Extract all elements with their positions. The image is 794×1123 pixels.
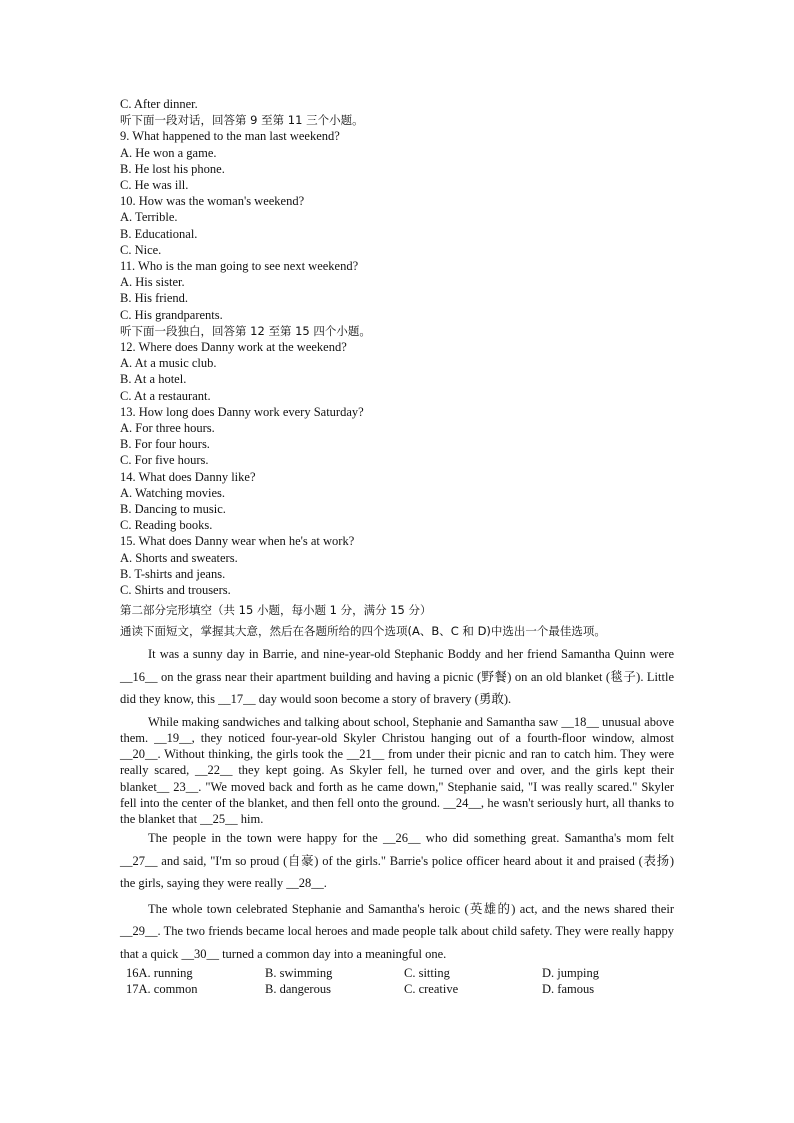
passage-paragraph: It was a sunny day in Barrie, and nine-year-old Stephanic Boddy and her friend Samantha Quinn were __16__ on the grass near their apartment building and having a picnic (野餐) on an old blanket (毯子). Little did they know, this __17__ day would soon become a story of bravery (勇敢). [120, 647, 674, 707]
option-d: D. famous [542, 982, 595, 997]
option-line: A. For three hours. [120, 421, 215, 436]
option-line: C. Reading books. [120, 518, 213, 533]
option-line: B. T-shirts and jeans. [120, 566, 226, 581]
option-line: A. Shorts and sweaters. [120, 550, 238, 565]
option-a: 16A. running [126, 966, 193, 981]
option-line: B. At a hotel. [120, 372, 187, 387]
listening-section [120, 96, 674, 598]
options-row-16 [120, 965, 674, 981]
option-line: A. Terrible. [120, 210, 178, 225]
option-line: A. Watching movies. [120, 485, 225, 500]
option-line: B. He lost his phone. [120, 161, 225, 176]
question-13: 13. How long does Danny work every Saturday? [120, 404, 364, 419]
option-c: C. sitting [404, 966, 450, 981]
option-c: C. creative [404, 982, 459, 997]
question-12: 12. Where does Danny work at the weekend? [120, 340, 347, 355]
question-11: 11. Who is the man going to see next weekend? [120, 259, 359, 274]
option-b: B. dangerous [265, 982, 331, 997]
option-line: B. Educational. [120, 226, 198, 241]
option-line: A. He won a game. [120, 145, 217, 160]
option-line: A. His sister. [120, 275, 185, 290]
option-line: C. At a restaurant. [120, 388, 211, 403]
option-line: B. His friend. [120, 291, 189, 306]
option-line: C. His grandparents. [120, 307, 223, 322]
text-line: C. After dinner. [120, 97, 198, 111]
listening-instruction: 听下面一段对话，回答第 9 至第 11 三个小题。 [120, 113, 364, 128]
listening-instruction: 听下面一段独白，回答第 12 至第 15 四个小题。 [120, 323, 371, 338]
option-a: 17A. common [126, 982, 198, 997]
question-10: 10. How was the woman's weekend? [120, 194, 305, 209]
option-line: C. For five hours. [120, 453, 209, 468]
passage-paragraph: While making sandwiches and talking about school, Stephanie and Samantha saw __18__ unusual above them. __19__, they noticed four-year-old Skyler Christou hanging out of a fourth-floor window, almost __20__. Without thinking, the girls took the __21__ from under their picnic and ran to catch him. They were really scared, __22__ they kept going. As Skyler fell, he turned over and over, and the girls kept their blanket__ 23__. "We moved back and forth as he came down," Stephanie said, "I was really scared." Skyler fell into the center of the blanket, and then fell onto the ground. __24__, he wasn't seriously hurt, all thanks to the blanket that __25__ him. [120, 714, 674, 827]
question-14: 14. What does Danny like? [120, 469, 256, 484]
question-9: 9. What happened to the man last weekend? [120, 129, 340, 144]
option-line: A. At a music club. [120, 356, 217, 371]
option-b: B. swimming [265, 966, 333, 981]
cloze-section [120, 601, 674, 997]
option-line: B. Dancing to music. [120, 502, 226, 517]
question-15: 15. What does Danny wear when he's at work? [120, 534, 355, 549]
passage-paragraph: The people in the town were happy for the __26__ who did something great. Samantha's mom felt __27__ and said, "I'm so proud (自豪) of the girls." Barrie's police officer heard about it and praised (表扬) the girls, saying they were really __28__. [120, 831, 674, 891]
section-instruction: 通读下面短文，掌握其大意，然后在各题所给的四个选项(A、B、C 和 D)中选出一个最佳选项。 [120, 624, 606, 639]
option-line: C. He was ill. [120, 178, 189, 193]
page-content [120, 96, 674, 998]
options-row-17 [120, 981, 674, 997]
section-title: 第二部分完形填空（共 15 小题，每小题 1 分，满分 15 分） [120, 603, 432, 618]
option-line: C. Shirts and trousers. [120, 583, 231, 598]
option-d: D. jumping [542, 966, 599, 981]
passage-paragraph: The whole town celebrated Stephanie and Samantha's heroic (英雄的) act, and the news shared their __29__. The two friends became local heroes and made people talk about child safety. They were really happy that a quick __30__ turned a common day into a meaningful one. [120, 901, 674, 961]
option-line: C. Nice. [120, 242, 162, 257]
option-line: B. For four hours. [120, 437, 210, 452]
